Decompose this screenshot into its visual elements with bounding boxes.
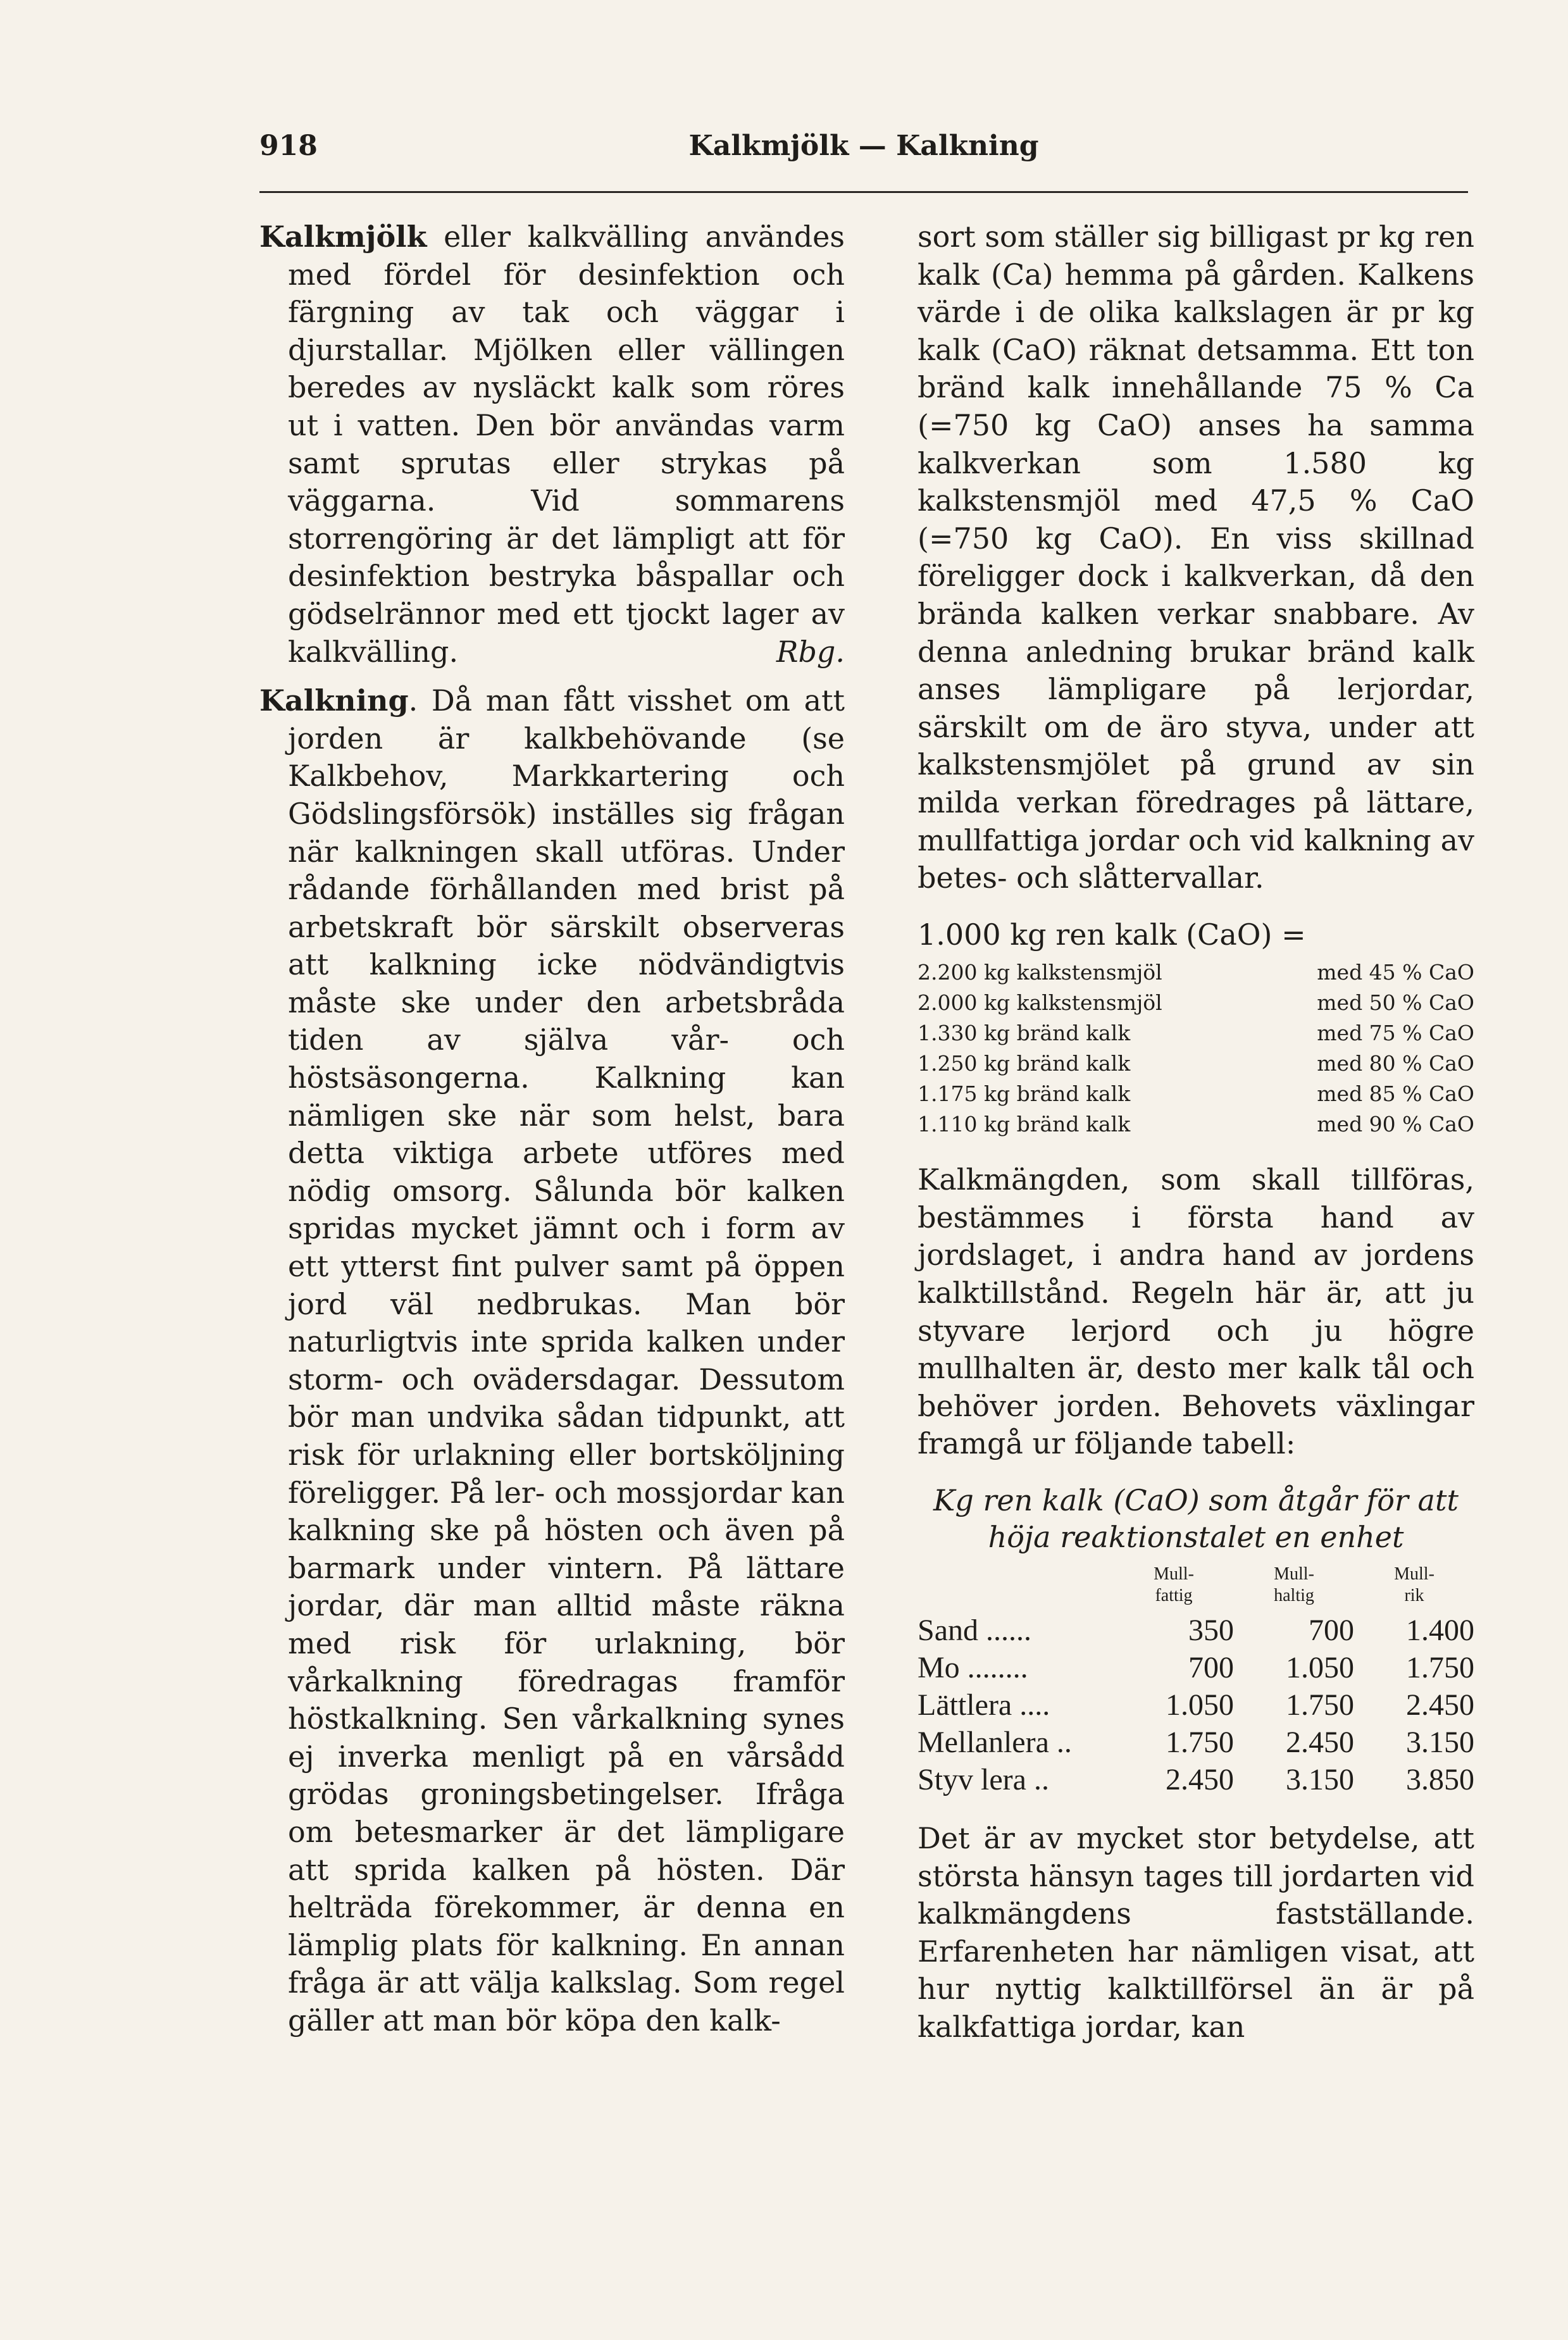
table-row <box>918 988 1474 1018</box>
soil-type-cell: Lättlera .... <box>918 1688 1050 1722</box>
equivalence-heading: 1.000 kg ren kalk (CaO) = <box>918 917 1306 952</box>
table-row <box>918 1686 1474 1724</box>
value-cell: 2.450 <box>1286 1726 1354 1760</box>
table-caption: Kg ren kalk (CaO) som åtgår för att höja reaktionstalet en enhet <box>933 1483 1459 1555</box>
header-rule <box>259 191 1468 193</box>
soil-type-cell: Mo ........ <box>918 1651 1028 1685</box>
left-column <box>259 218 845 2051</box>
content-cell: med 75 % CaO <box>1317 1021 1474 1046</box>
content-cell: med 80 % CaO <box>1317 1051 1474 1076</box>
lime-equivalence-table <box>918 957 1474 1140</box>
soil-type-cell: Styv lera .. <box>918 1763 1049 1797</box>
value-cell: 700 <box>1309 1614 1354 1648</box>
paragraph: sort som ställer sig billigast pr kg ren kalk (Ca) hemma på gården. Kalkens värde i de olika kalkslagen är pr kg kalk (CaO) räknat detsamma. Ett ton bränd kalk innehållande 75 % Ca (=750 kg CaO) anses ha samma kalkverkan som 1.580 kg kalkstensmjöl med 47,5 % CaO (=750 kg CaO). En viss skillnad föreligger dock i kalkverkan, då den brända kalken verkar snabbare. Av denna anledning brukar bränd kalk anses lämpligare på lerjordar, särskilt om de äro styva, under att kalkstensmjölet på grund av sin milda verkan föredrages på lättare, mullfattiga jordar och vid kalkning av betes- och slåttervallar. <box>918 220 1474 895</box>
value-cell: 1.050 <box>1166 1688 1234 1722</box>
value-cell: 1.400 <box>1406 1614 1474 1648</box>
column-header: Mull- haltig <box>1274 1564 1314 1606</box>
quantity-cell: 1.250 kg bränd kalk <box>918 1051 1131 1076</box>
page-number: 918 <box>259 130 318 162</box>
value-cell: 3.150 <box>1406 1726 1474 1760</box>
table-row <box>918 957 1474 988</box>
table-row <box>918 1761 1474 1798</box>
content-cell: med 85 % CaO <box>1317 1081 1474 1107</box>
entry-kalkning <box>259 682 845 2039</box>
entry-kalkmjolk <box>259 218 845 671</box>
value-cell: 700 <box>1188 1651 1234 1685</box>
quantity-cell: 2.200 kg kalkstensmjöl <box>918 960 1162 985</box>
column-header-blank <box>918 1563 1114 1612</box>
value-cell: 1.750 <box>1166 1726 1234 1760</box>
quantity-cell: 2.000 kg kalkstensmjöl <box>918 990 1162 1016</box>
column-header: Mull- fattig <box>1154 1564 1194 1606</box>
entry-body: . Då man fått visshet om att jorden är kalkbehövande (se Kalkbehov, Markkartering och Gödslingsförsök) inställes sig frågan när kalkningen skall utföras. Under rådande förhållanden med brist på arbetskraft bör särskilt observeras att kalkning icke nödvändigtvis måste ske under den arbetsbråda tiden av själva vår- och höstsäsongerna. Kalkning kan nämligen ske när som helst, bara detta viktiga arbete utföres med nödig omsorg. Sålunda bör kalken spridas mycket jämnt och i form av ett ytterst fint pulver samt på öppen jord väl nedbrukas. Man bör naturligtvis inte sprida kalken under storm- och ovädersdagar. Dessutom bör man undvika sådan tidpunkt, att risk för urlakning eller bortsköljning föreligger. På ler- och mossjordar kan kalkning ske på hösten och även på barmark under vintern. På lättare jordar, där man alltid måste räkna med risk för urlakning, bör vårkalkning föredragas framför höstkalkning. Sen vårkalkning synes ej inverka menligt på en vårsådd grödas groningsbetingelser. Ifråga om betesmarker är det lämpligare att sprida kalken på hösten. Där helträda förekommer, är denna en lämplig plats för kalkning. En annan fråga är att välja kalkslag. Som regel gäller att man bör köpa den kalk- <box>288 683 845 2038</box>
paragraph: Det är av mycket stor betydelse, att största hänsyn tages till jordarten vid kalkmängdens fastställande. Erfarenheten har nämligen visat, att hur nyttig kalktillförsel än är på kalkfattiga jordar, kan <box>918 1821 1474 2044</box>
value-cell: 3.150 <box>1286 1763 1354 1797</box>
right-column <box>918 218 1474 2065</box>
value-cell: 1.750 <box>1406 1651 1474 1685</box>
table-row <box>918 1079 1474 1109</box>
entry-headword: Kalkning <box>259 683 409 718</box>
value-cell: 350 <box>1188 1614 1234 1648</box>
running-title: Kalkmjölk — Kalkning <box>688 130 1039 162</box>
value-cell: 2.450 <box>1406 1688 1474 1722</box>
soil-type-cell: Mellanlera .. <box>918 1726 1072 1760</box>
value-cell: 2.450 <box>1166 1763 1234 1797</box>
table-row <box>918 1109 1474 1140</box>
table-row <box>918 1649 1474 1686</box>
table-row <box>918 1049 1474 1079</box>
value-cell: 1.050 <box>1286 1651 1354 1685</box>
entry-body: eller kalkvälling användes med fördel för desinfektion och färgning av tak och väggar i djurstallar. Mjölken eller vällingen beredes av nysläckt kalk som röres ut i vatten. Den bör användas varm samt sprutas eller strykas på väggarna. Vid sommarens storrengöring är det lämpligt att för desinfektion bestryka båspallar och gödselrännor med ett tjockt lager av kalkvälling. <box>288 220 845 669</box>
column-header: Mull- rik <box>1394 1564 1434 1606</box>
content-cell: med 45 % CaO <box>1317 960 1474 985</box>
content-cell: med 50 % CaO <box>1317 990 1474 1016</box>
soil-lime-table <box>918 1563 1474 1798</box>
quantity-cell: 1.175 kg bränd kalk <box>918 1081 1131 1107</box>
table-header-row <box>918 1563 1474 1612</box>
table-row <box>918 1018 1474 1049</box>
entry-headword: Kalkmjölk <box>259 220 427 254</box>
quantity-cell: 1.330 kg bränd kalk <box>918 1021 1131 1046</box>
soil-type-cell: Sand ...... <box>918 1614 1031 1648</box>
paragraph: Kalkmängden, som skall tillföras, bestämmes i första hand av jordslaget, i andra hand av jordens kalktillstånd. Regeln här är, att ju styvare lerjord och ju högre mullhalten är, desto mer kalk tål och behöver jorden. Behovets växlingar framgå ur följande tabell: <box>918 1162 1474 1461</box>
content-cell: med 90 % CaO <box>1317 1112 1474 1137</box>
table-row <box>918 1724 1474 1761</box>
table-row <box>918 1612 1474 1649</box>
quantity-cell: 1.110 kg bränd kalk <box>918 1112 1131 1137</box>
entry-paragraph <box>259 218 845 671</box>
entry-paragraph <box>259 682 845 2039</box>
author-signature: Rbg. <box>776 634 845 669</box>
page-header <box>259 130 1468 174</box>
value-cell: 3.850 <box>1406 1763 1474 1797</box>
value-cell: 1.750 <box>1286 1688 1354 1722</box>
